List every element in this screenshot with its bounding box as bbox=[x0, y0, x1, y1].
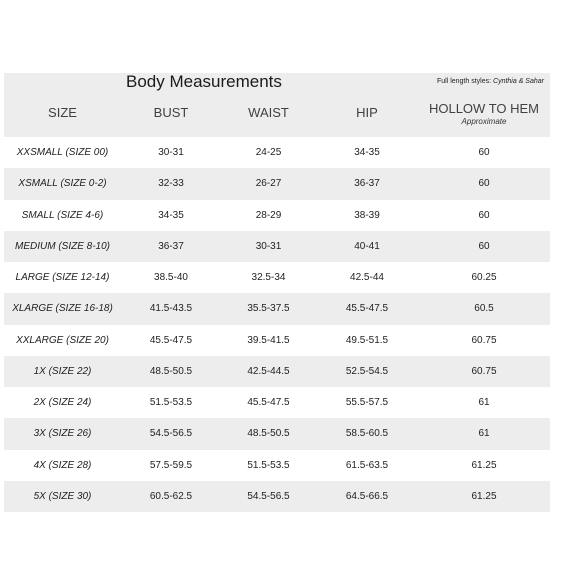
table-row bbox=[4, 231, 550, 262]
hem-cell: 61 bbox=[478, 428, 490, 440]
table-row bbox=[4, 137, 550, 168]
hip-cell: 45.5-47.5 bbox=[345, 303, 389, 315]
table-row bbox=[4, 293, 550, 324]
hip-cell: 58.5-60.5 bbox=[345, 428, 389, 440]
hip-cell: 52.5-54.5 bbox=[345, 365, 389, 377]
size-cell: 4X (SIZE 28) bbox=[33, 459, 92, 471]
table-row bbox=[4, 200, 550, 231]
hem-cell: 60.75 bbox=[471, 334, 497, 346]
hip-cell: 64.5-66.5 bbox=[345, 490, 389, 502]
table-row bbox=[4, 325, 550, 356]
waist-cell: 24-25 bbox=[255, 147, 282, 158]
size-cell: 5X (SIZE 30) bbox=[33, 490, 92, 502]
size-cell: XSMALL (SIZE 0-2) bbox=[18, 178, 107, 190]
size-chart bbox=[4, 73, 550, 512]
size-cell: 2X (SIZE 24) bbox=[33, 397, 92, 408]
bust-cell: 60.5-62.5 bbox=[149, 490, 193, 502]
hem-cell: 60 bbox=[478, 240, 490, 252]
header-row bbox=[4, 93, 550, 137]
header-bust: BUST bbox=[153, 105, 189, 120]
size-cell: 1X (SIZE 22) bbox=[33, 365, 92, 377]
bust-cell: 54.5-56.5 bbox=[149, 428, 193, 440]
hem-cell: 60 bbox=[478, 178, 490, 190]
hip-cell: 38-39 bbox=[354, 209, 380, 221]
size-cell: LARGE (SIZE 12-14) bbox=[15, 272, 110, 283]
bust-cell: 34-35 bbox=[158, 209, 184, 221]
size-cell: 3X (SIZE 26) bbox=[33, 428, 92, 440]
hip-cell: 34-35 bbox=[354, 147, 380, 158]
table-row bbox=[4, 356, 550, 387]
size-cell: XLARGE (SIZE 16-18) bbox=[12, 303, 113, 315]
hip-cell: 49.5-51.5 bbox=[345, 334, 389, 346]
bust-cell: 57.5-59.5 bbox=[149, 459, 193, 471]
bust-cell: 36-37 bbox=[158, 240, 184, 252]
waist-cell: 48.5-50.5 bbox=[247, 428, 290, 440]
bust-cell: 32-33 bbox=[158, 178, 184, 190]
bust-cell: 41.5-43.5 bbox=[149, 303, 193, 315]
waist-cell: 54.5-56.5 bbox=[247, 490, 290, 502]
hip-cell: 42.5-44 bbox=[350, 272, 384, 283]
hem-cell: 60.25 bbox=[471, 272, 497, 283]
waist-cell: 28-29 bbox=[255, 209, 282, 221]
hip-cell: 36-37 bbox=[354, 178, 380, 190]
hem-cell: 60 bbox=[478, 209, 490, 221]
hem-cell: 60 bbox=[478, 147, 490, 158]
size-cell: SMALL (SIZE 4-6) bbox=[21, 209, 104, 221]
table-row bbox=[4, 450, 550, 481]
table-body bbox=[4, 137, 550, 512]
waist-cell: 45.5-47.5 bbox=[247, 397, 290, 408]
table-row bbox=[4, 481, 550, 512]
waist-cell: 39.5-41.5 bbox=[247, 334, 290, 346]
hem-cell: 61.25 bbox=[471, 459, 497, 471]
hem-cell: 61 bbox=[478, 397, 490, 408]
table-row bbox=[4, 418, 550, 449]
waist-cell: 32.5-34 bbox=[251, 272, 286, 283]
hip-cell: 40-41 bbox=[354, 240, 380, 252]
styles-note bbox=[437, 78, 544, 85]
header-hem-label: HOLLOW TO HEM bbox=[428, 101, 540, 116]
size-cell: XXLARGE (SIZE 20) bbox=[16, 334, 109, 346]
header-size: SIZE bbox=[48, 105, 77, 120]
waist-cell: 51.5-53.5 bbox=[247, 459, 290, 471]
header-hollow-to-hem bbox=[418, 101, 550, 126]
waist-cell: 30-31 bbox=[255, 240, 282, 252]
title-row bbox=[4, 73, 550, 93]
styles-note-names: Cynthia & Sahar bbox=[493, 78, 544, 85]
table-row bbox=[4, 168, 550, 199]
header-waist: WAIST bbox=[248, 105, 289, 120]
hip-cell: 61.5-63.5 bbox=[345, 459, 389, 471]
bust-cell: 30-31 bbox=[158, 147, 184, 158]
size-cell: XXSMALL (SIZE 00) bbox=[16, 147, 109, 158]
hem-cell: 61.25 bbox=[471, 490, 497, 502]
header-hip: HIP bbox=[356, 105, 378, 120]
bust-cell: 51.5-53.5 bbox=[149, 397, 193, 408]
waist-cell: 26-27 bbox=[255, 178, 282, 190]
bust-cell: 45.5-47.5 bbox=[149, 334, 193, 346]
table-row bbox=[4, 387, 550, 418]
table-row bbox=[4, 262, 550, 293]
header-hem-sub: Approximate bbox=[461, 117, 507, 126]
styles-note-prefix: Full length styles: bbox=[436, 78, 492, 85]
hem-cell: 60.5 bbox=[474, 303, 494, 315]
size-cell: MEDIUM (SIZE 8-10) bbox=[14, 240, 110, 252]
hem-cell: 60.75 bbox=[471, 365, 497, 377]
bust-cell: 48.5-50.5 bbox=[149, 365, 193, 377]
hip-cell: 55.5-57.5 bbox=[345, 397, 389, 408]
chart-title: Body Measurements bbox=[126, 72, 282, 91]
waist-cell: 42.5-44.5 bbox=[247, 365, 290, 377]
waist-cell: 35.5-37.5 bbox=[247, 303, 290, 315]
bust-cell: 38.5-40 bbox=[154, 272, 188, 283]
